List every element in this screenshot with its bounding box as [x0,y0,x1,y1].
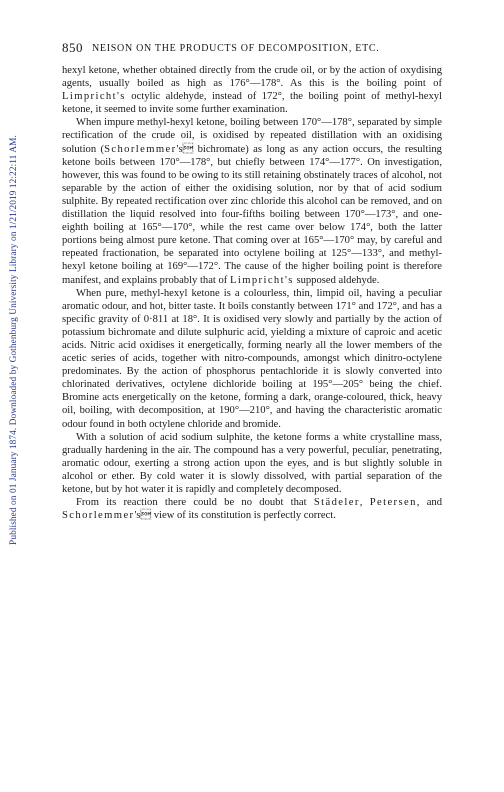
article-body [62,64,442,522]
paragraph-2: When impure methyl-hexyl ketone, boiling between 170°—178°, separated by simple rectification of the crude oil, is oxidised by repeated distillation with an oxidising solution (Schorlemmer's bichromate) as long as any action occurs, the resulting ketone boils between 170°—178°, but chiefly between 174°—177°. On investigation, however, this was found to be owing to its still retaining obstinately traces of alcohol, not separable by the action of either the oxidising solution, nor by that of acid sodium sulphite. By repeated rectification over zinc chloride this alcohol can be removed, and on distillation the liquid resolved into four-fifths boiling between 170°—173°, and one-eighth boiling at 165°—170°, while the rest came over below 174°, both the latter portions being almost pure ketone. That coming over at 165°—170° may, by careful and repeated fractionation, be separated into octylene boiling at 125°—133°, and methyl-hexyl ketone boiling at 169°—172°. The cause of the higher boiling point is therefore manifest, and explains probably that of Limpricht's supposed aldehyde. [62,117,442,286]
running-head: NEISON ON THE PRODUCTS OF DECOMPOSITION, ETC. [92,43,380,54]
download-watermark-text: Published on 01 January 1874. Downloaded by Gothenburg University Library on 1/21/2019 12:22:11 AM. [9,135,19,545]
download-watermark [6,40,22,640]
paragraph-3: When pure, methyl-hexyl ketone is a colourless, thin, limpid oil, having a peculiar aromatic odour, and hot, bitter taste. It boils constantly between 171° and 172°, and has a specific gravity of 0·811 at 18°. It is oxidised very slowly and partially by the action of potassium bichromate and dilute sulphuric acid, yielding a mixture of caproic and acetic acids. Nitric acid oxidises it energetically, forming nearly all the lower members of the acetic series of acids, together with nitro-compounds, amongst which dinitro-octylene predominates. By the action of phosphorus pentachloride it is slowly converted into chlorinated derivatives, octylene dichloride boiling at 195°—205° being the chief. Bromine acts energetically on the ketone, forming a dark, orange-coloured, thick, heavy oil, boiling, with decomposition, at 190°—210°, and having the characteristic aromatic odour found in both octylene chloride and bromide. [62,287,442,430]
paragraph-4: With a solution of acid sodium sulphite, the ketone forms a white crystalline mass, gradually hardening in the air. The compound has a very powerful, peculiar, penetrating, aromatic odour, exerting a strong action upon the eyes, and is but slightly soluble in alcohol or ether. By cold water it is slowly dissolved, with partial separation of the ketone, but by hot water it is rapidly and completely decomposed. [62,431,442,495]
paragraph-5: From its reaction there could be no doubt that Städeler, Petersen, and Schorlemmer's view of its constitution is perfectly correct. [62,497,443,522]
paragraph-1: hexyl ketone, whether obtained directly from the crude oil, or by the action of oxydising agents, usually boiled as high as 176°—178°. As this is the boiling point of Limpricht's octylic aldehyde, instead of 172°, the boiling point of methyl-hexyl ketone, it seemed to invite some further examination. [62,65,442,116]
page-number: 850 [62,40,83,55]
page-header [62,42,442,56]
